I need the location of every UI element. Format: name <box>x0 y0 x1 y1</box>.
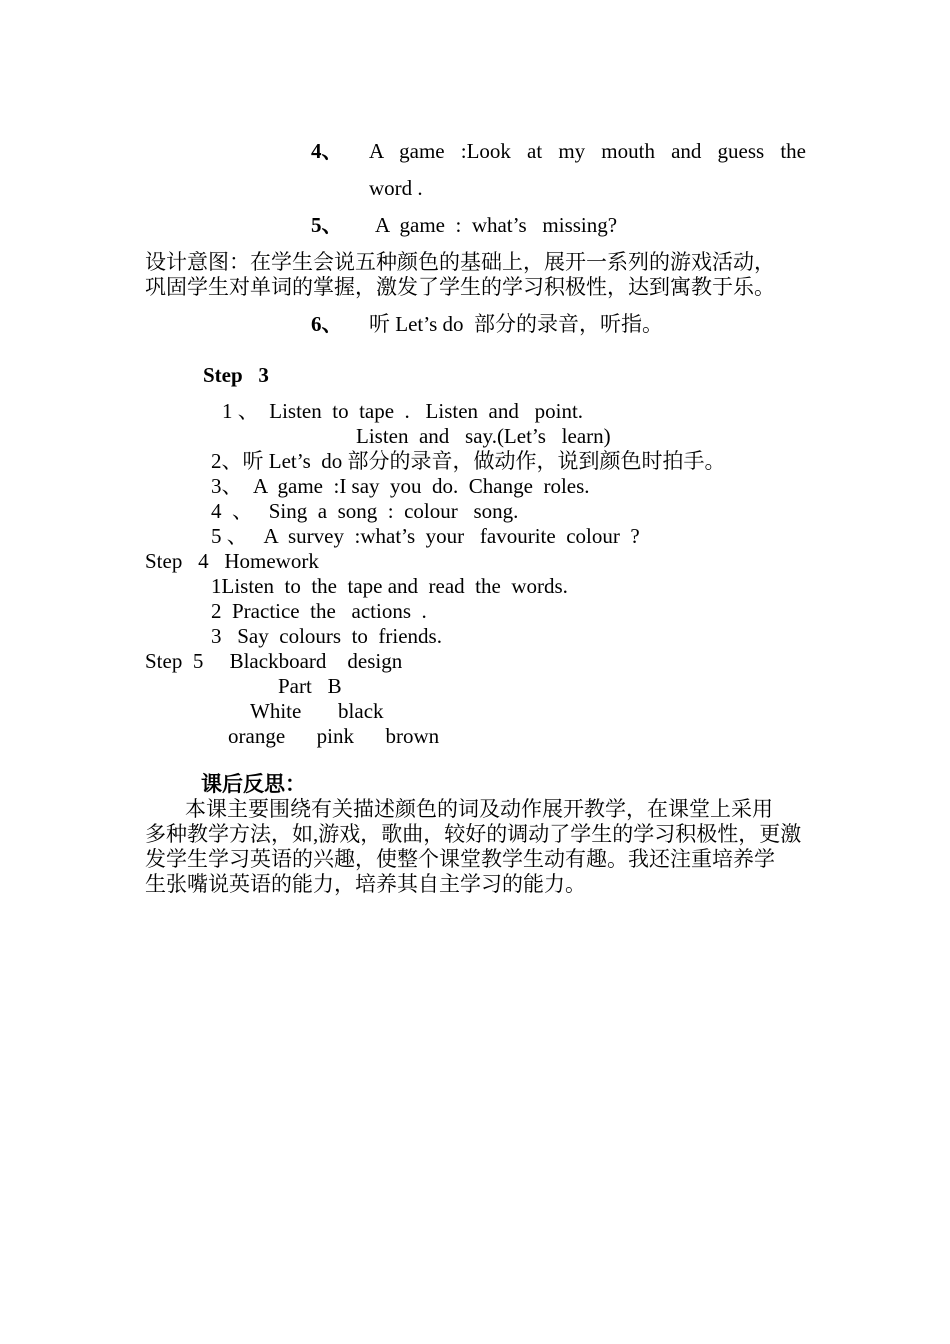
reflection-line: 多种教学方法，如,游戏，歌曲，较好的调动了学生的学习积极性，更激 <box>145 822 802 846</box>
reflection-line: 发学生学习英语的兴趣，使整个课堂教学生动有趣。我还注重培养学 <box>145 847 775 871</box>
reflection-line: 本课主要围绕有关描述颜色的词及动作展开教学，在课堂上采用 <box>185 797 773 821</box>
step-3-item: Listen and say.(Let’s learn) <box>356 424 611 448</box>
step-4-item: 1Listen to the tape and read the words. <box>211 574 568 598</box>
step-3-item: 3、 A game :I say you do. Change roles. <box>211 474 590 498</box>
item-5-number: 5、 <box>311 213 343 237</box>
reflection-line: 生张嘴说英语的能力，培养其自主学习的能力。 <box>145 872 586 896</box>
step-3-item: 4 、 Sing a song : colour song. <box>211 499 519 523</box>
blackboard-part-title: Part B <box>278 674 342 698</box>
item-6-number: 6、 <box>311 312 343 336</box>
item-5-text: A game : what’s missing? <box>375 213 618 237</box>
design-intent-line-2: 巩固学生对单词的掌握，激发了学生的学习积极性，达到寓教于乐。 <box>145 275 775 299</box>
step-5-heading: Step 5 Blackboard design <box>145 649 403 673</box>
blackboard-row-2: orange pink brown <box>228 724 440 748</box>
item-4-continuation: word . <box>369 176 423 200</box>
item-4-number: 4、 <box>311 139 343 163</box>
item-6-text: 听 Let’s do 部分的录音，听指。 <box>369 312 663 336</box>
blackboard-row-1: White black <box>250 699 384 723</box>
item-4-text: A game :Look at my mouth and guess the <box>369 139 806 163</box>
step-4-heading: Step 4 Homework <box>145 549 319 573</box>
reflection-title: 课后反思： <box>201 772 306 796</box>
step-3-heading: Step 3 <box>203 363 269 387</box>
step-4-item: 3 Say colours to friends. <box>211 624 442 648</box>
step-4-item: 2 Practice the actions . <box>211 599 427 623</box>
design-intent-line-1: 设计意图：在学生会说五种颜色的基础上，展开一系列的游戏活动， <box>145 250 775 274</box>
step-3-item: 2、听 Let’s do 部分的录音，做动作，说到颜色时拍手。 <box>211 449 726 473</box>
step-3-item: 1 、 Listen to tape . Listen and point. <box>222 399 584 423</box>
step-3-item: 5 、 A survey :what’s your favourite colour ? <box>211 524 640 548</box>
